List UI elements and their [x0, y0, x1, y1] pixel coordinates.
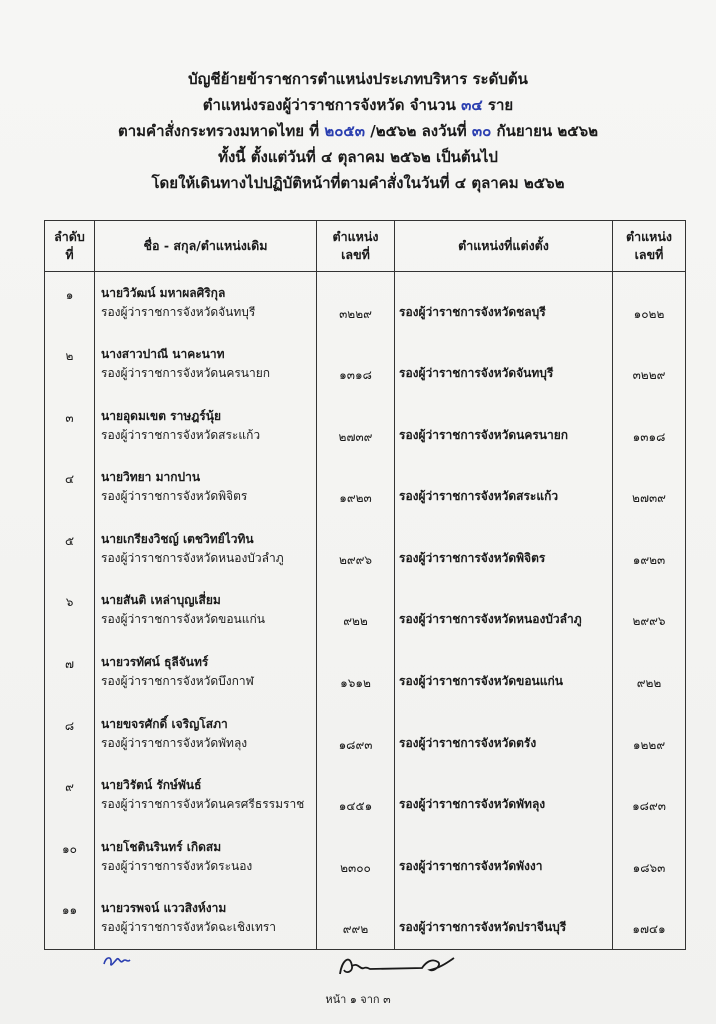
header-position-count — [0, 92, 716, 118]
table-row — [45, 518, 686, 580]
header-seq: ลำดับ ที่ — [45, 221, 95, 272]
row-number: ๑๐ — [45, 826, 95, 888]
table-row — [45, 579, 686, 641]
new-position: รองผู้ว่าราชการจังหวัดพังงา — [395, 826, 613, 888]
table-row — [45, 641, 686, 703]
old-position: รองผู้ว่าราชการจังหวัดระนอง — [101, 858, 253, 873]
old-position: รองผู้ว่าราชการจังหวัดพัทลุง — [101, 735, 248, 750]
header-effective-date: ทั้งนี้ ตั้งแต่วันที่ ๔ ตุลาคม ๒๕๖๒ เป็นต้นไป — [218, 148, 498, 166]
row-name-cell — [95, 579, 317, 641]
table-row — [45, 333, 686, 395]
new-position-code: ๑๗๔๑ — [613, 887, 686, 949]
old-position: รองผู้ว่าราชการจังหวัดหนองบัวลำภู — [101, 550, 284, 565]
old-position-code: ๑๓๑๘ — [317, 333, 395, 395]
new-position: รองผู้ว่าราชการจังหวัดหนองบัวลำภู — [395, 579, 613, 641]
old-position: รองผู้ว่าราชการจังหวัดนครศรีธรรมราช — [101, 797, 305, 812]
row-number: ๙ — [45, 764, 95, 826]
old-position-code: ๒๗๓๙ — [317, 395, 395, 457]
person-name: นายอุดมเขต ราษฎร์นุ้ย — [101, 408, 221, 423]
header-line3-pre: ตามคำสั่งกระทรวงมหาดไทย ที่ — [117, 122, 325, 140]
new-position-code: ๑๙๒๓ — [613, 518, 686, 580]
row-number: ๕ — [45, 518, 95, 580]
header-new-position: ตำแหน่งที่แต่งตั้ง — [395, 221, 613, 272]
handwritten-day: ๓๐ — [471, 122, 492, 140]
new-position-code: ๑๘๖๓ — [613, 826, 686, 888]
old-position: รองผู้ว่าราชการจังหวัดฉะเชิงเทรา — [101, 920, 277, 935]
row-number: ๘ — [45, 703, 95, 765]
old-position: รองผู้ว่าราชการจังหวัดนครนายก — [101, 366, 271, 381]
person-name: นางสาวปาณี นาคะนาท — [101, 347, 225, 362]
handwritten-initial — [100, 948, 140, 972]
new-position: รองผู้ว่าราชการจังหวัดตรัง — [395, 703, 613, 765]
page-number: หน้า ๑ จาก ๓ — [325, 993, 391, 1006]
header-line3-post: กันยายน ๒๕๖๒ — [491, 122, 598, 140]
row-name-cell — [95, 272, 317, 334]
table-row — [45, 887, 686, 949]
row-number: ๔ — [45, 456, 95, 518]
handwritten-signature — [330, 948, 460, 982]
old-position-code: ๙๒๒ — [317, 579, 395, 641]
old-position: รองผู้ว่าราชการจังหวัดจันทบุรี — [101, 305, 256, 319]
row-number: ๑๑ — [45, 887, 95, 949]
header-new-code: ตำแหน่ง เลขที่ — [613, 221, 686, 272]
old-position: รองผู้ว่าราชการจังหวัดสระแก้ว — [101, 427, 261, 442]
person-name: นายวรทัศน์ ธุลีจันทร์ — [101, 655, 209, 670]
row-name-cell — [95, 641, 317, 703]
old-position: รองผู้ว่าราชการจังหวัดบึงกาฬ — [101, 674, 254, 689]
old-position: รองผู้ว่าราชการจังหวัดขอนแก่น — [101, 612, 265, 627]
transfer-table — [44, 220, 686, 950]
table-row — [45, 764, 686, 826]
header-line2-post: ราย — [482, 96, 514, 114]
row-number: ๒ — [45, 333, 95, 395]
table-row — [45, 703, 686, 765]
row-name-cell — [95, 764, 317, 826]
new-position-code: ๒๗๓๙ — [613, 456, 686, 518]
old-position-code: ๑๘๙๓ — [317, 703, 395, 765]
new-position-code: ๙๒๒ — [613, 641, 686, 703]
row-number: ๓ — [45, 395, 95, 457]
header-report-date: โดยให้เดินทางไปปฏิบัติหน้าที่ตามคำสั่งในวันที่ ๔ ตุลาคม ๒๕๖๒ — [151, 174, 565, 192]
person-name: นายเกรียงวิชญ์ เตชวิทย์ไวทิน — [101, 531, 254, 546]
header-old-code: ตำแหน่ง เลขที่ — [317, 221, 395, 272]
handwritten-order-number: ๒๐๕๓ — [324, 122, 366, 140]
new-position-code: ๓๒๒๙ — [613, 333, 686, 395]
old-position-code: ๑๖๑๒ — [317, 641, 395, 703]
old-position-code: ๑๙๒๓ — [317, 456, 395, 518]
old-position-code: ๓๒๒๙ — [317, 272, 395, 334]
row-name-cell — [95, 887, 317, 949]
person-name: นายวรพจน์ แววสิงห์งาม — [101, 901, 227, 916]
new-position: รองผู้ว่าราชการจังหวัดขอนแก่น — [395, 641, 613, 703]
person-name: นายโชตินรินทร์ เกิดสม — [101, 839, 222, 854]
new-position: รองผู้ว่าราชการจังหวัดพัทลุง — [395, 764, 613, 826]
row-name-cell — [95, 826, 317, 888]
document-header — [0, 66, 716, 196]
row-number: ๖ — [45, 579, 95, 641]
row-number: ๑ — [45, 272, 95, 334]
header-order-reference — [0, 118, 716, 144]
person-name: นายวิทยา มากปาน — [101, 470, 201, 485]
handwritten-count: ๓๔ — [461, 96, 483, 114]
new-position: รองผู้ว่าราชการจังหวัดชลบุรี — [395, 272, 613, 334]
person-name: นายสันติ เหล่าบุญเสี่ยม — [101, 593, 221, 608]
person-name: นายขจรศักดิ์ เจริญโสภา — [101, 716, 228, 731]
new-position-code: ๒๙๙๖ — [613, 579, 686, 641]
person-name: นายวิวัฒน์ มหาผลศิริกุล — [101, 286, 226, 300]
old-position-code: ๒๙๙๖ — [317, 518, 395, 580]
row-name-cell — [95, 333, 317, 395]
old-position: รองผู้ว่าราชการจังหวัดพิจิตร — [101, 489, 248, 504]
old-position-code: ๙๙๒ — [317, 887, 395, 949]
row-name-cell — [95, 518, 317, 580]
person-name: นายวิรัตน์ รักษ์พันธ์ — [101, 778, 202, 793]
header-line2-pre: ตำแหน่งรองผู้ว่าราชการจังหวัด จำนวน — [202, 96, 462, 114]
new-position-code: ๑๐๒๒ — [613, 272, 686, 334]
new-position: รองผู้ว่าราชการจังหวัดนครนายก — [395, 395, 613, 457]
old-position-code: ๑๔๕๑ — [317, 764, 395, 826]
row-number: ๗ — [45, 641, 95, 703]
header-title: บัญชีย้ายข้าราชการตำแหน่งประเภทบริหาร ระดับต้น — [188, 70, 528, 88]
new-position: รองผู้ว่าราชการจังหวัดปราจีนบุรี — [395, 887, 613, 949]
table-row — [45, 826, 686, 888]
new-position: รองผู้ว่าราชการจังหวัดพิจิตร — [395, 518, 613, 580]
header-name: ชื่อ - สกุล/ตำแหน่งเดิม — [95, 221, 317, 272]
old-position-code: ๒๓๐๐ — [317, 826, 395, 888]
table-row — [45, 272, 686, 334]
new-position: รองผู้ว่าราชการจังหวัดสระแก้ว — [395, 456, 613, 518]
new-position-code: ๑๓๑๘ — [613, 395, 686, 457]
new-position: รองผู้ว่าราชการจังหวัดจันทบุรี — [395, 333, 613, 395]
new-position-code: ๑๒๒๙ — [613, 703, 686, 765]
row-name-cell — [95, 703, 317, 765]
table-row — [45, 456, 686, 518]
new-position-code: ๑๘๙๓ — [613, 764, 686, 826]
row-name-cell — [95, 456, 317, 518]
table-row — [45, 395, 686, 457]
table-header-row — [45, 221, 686, 272]
header-line3-mid: /๒๕๖๒ ลงวันที่ — [365, 122, 472, 140]
row-name-cell — [95, 395, 317, 457]
